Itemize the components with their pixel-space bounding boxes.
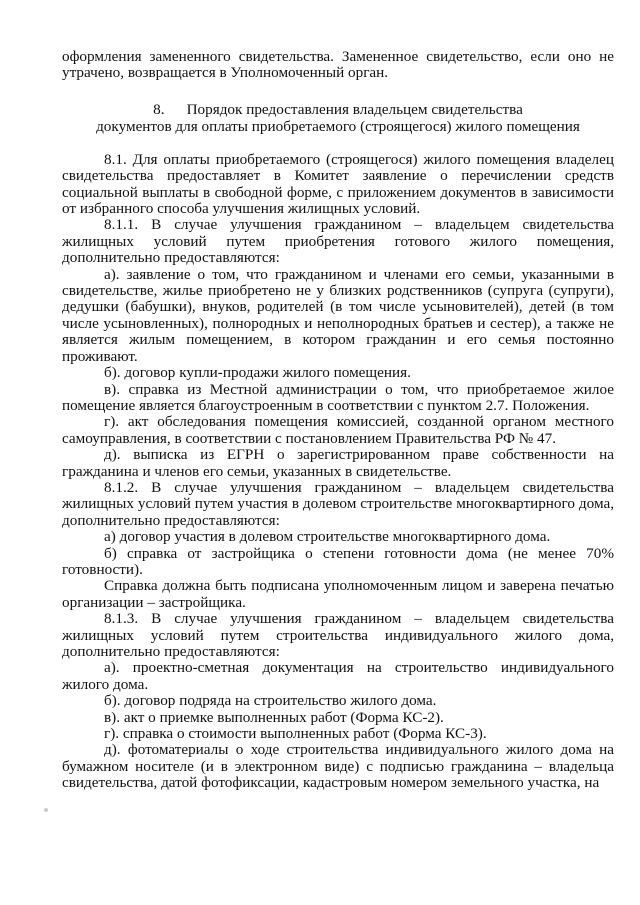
paragraph: 8.1.3. В случае улучшения гражданином – владельцем свидетельства жилищных условий путем строительства индивидуального жилого дома, дополнительно предоставляются:: [62, 610, 614, 660]
paragraph: в). справка из Местной администрации о том, что приобретаемое жилое помещение является благоустроенным в соответствии с пунктом 2.7. Положения.: [62, 380, 614, 414]
paragraph: д). выписка из ЕГРН о зарегистрированном праве собственности на гражданина и членов его семьи, указанных в свидетельстве.: [62, 446, 614, 480]
paragraph: а). проектно-сметная документация на строительство индивидуального жилого дома.: [62, 659, 614, 693]
paragraph: в). акт о приемке выполненных работ (Форма КС-2).: [104, 708, 444, 726]
section-title-line-1: Порядок предоставления владельцем свидетельства: [186, 100, 523, 118]
paragraph: 8.1. Для оплаты приобретаемого (строящегося) жилого помещения владелец свидетельства предоставляет в Комитет заявление о перечислении средств социальной выплаты в свободной форме, с приложением документов в зависимости от избранного способа улучшения жилищных условий.: [62, 150, 614, 218]
paragraph: д). фотоматериалы о ходе строительства индивидуального жилого дома на бумажном носителе (и в электронном виде) с подписью гражданина – владельца свидетельства, датой фотофиксации, кадастровым номером земельного участка, на: [62, 741, 614, 792]
paragraph: б). договор подряда на строительство жилого дома.: [104, 692, 437, 710]
paragraph: 8.1.1. В случае улучшения гражданином – владельцем свидетельства жилищных условий путем приобретения готового жилого помещения, дополнительно предоставляются:: [62, 216, 614, 267]
paragraph: г). справка о стоимости выполненных работ (Форма КС-3).: [104, 725, 487, 743]
paragraph: б) справка от застройщика о степени готовности дома (не менее 70% готовности).: [62, 544, 614, 578]
paragraph: б). договор купли-продажи жилого помещения.: [104, 364, 411, 382]
section-number: 8.: [153, 100, 165, 118]
section-title-line-2: документов для оплаты приобретаемого (строящегося) жилого помещения: [96, 117, 580, 135]
paragraph: а). заявление о том, что гражданином и членами его семьи, указанными в свидетельстве, жилье приобретено не у близких родственников (супруга (супруги), дедушки (бабушки), внуков, родителей (в том числе усыновителей), детей (в том числе усыновленных), полнородных и неполнородных братьев и сестер), а также не является жилым помещением, в котором гражданин и его семья постоянно проживают.: [62, 265, 614, 365]
scan-artifact: [44, 808, 48, 812]
section-heading-line-1: [62, 101, 614, 118]
continuation-text: оформления замененного свидетельства. Замененное свидетельство, если оно не утрачено, возвращается в Уполномоченный орган.: [62, 48, 614, 82]
paragraph: а) договор участия в долевом строительстве многоквартирного дома.: [104, 528, 551, 546]
document-body: [62, 49, 614, 792]
section-heading: [62, 101, 614, 135]
paragraph: г). акт обследования помещения комиссией, созданной органом местного самоуправления, в соответствии с постановлением Правительства РФ № 47.: [62, 413, 614, 447]
paragraph: 8.1.2. В случае улучшения гражданином – владельцем свидетельства жилищных условий путем участия в долевом строительстве многоквартирного дома, дополнительно предоставляются:: [62, 478, 614, 529]
paragraph: Справка должна быть подписана уполномоченным лицом и заверена печатью организации – застройщика.: [62, 577, 614, 611]
